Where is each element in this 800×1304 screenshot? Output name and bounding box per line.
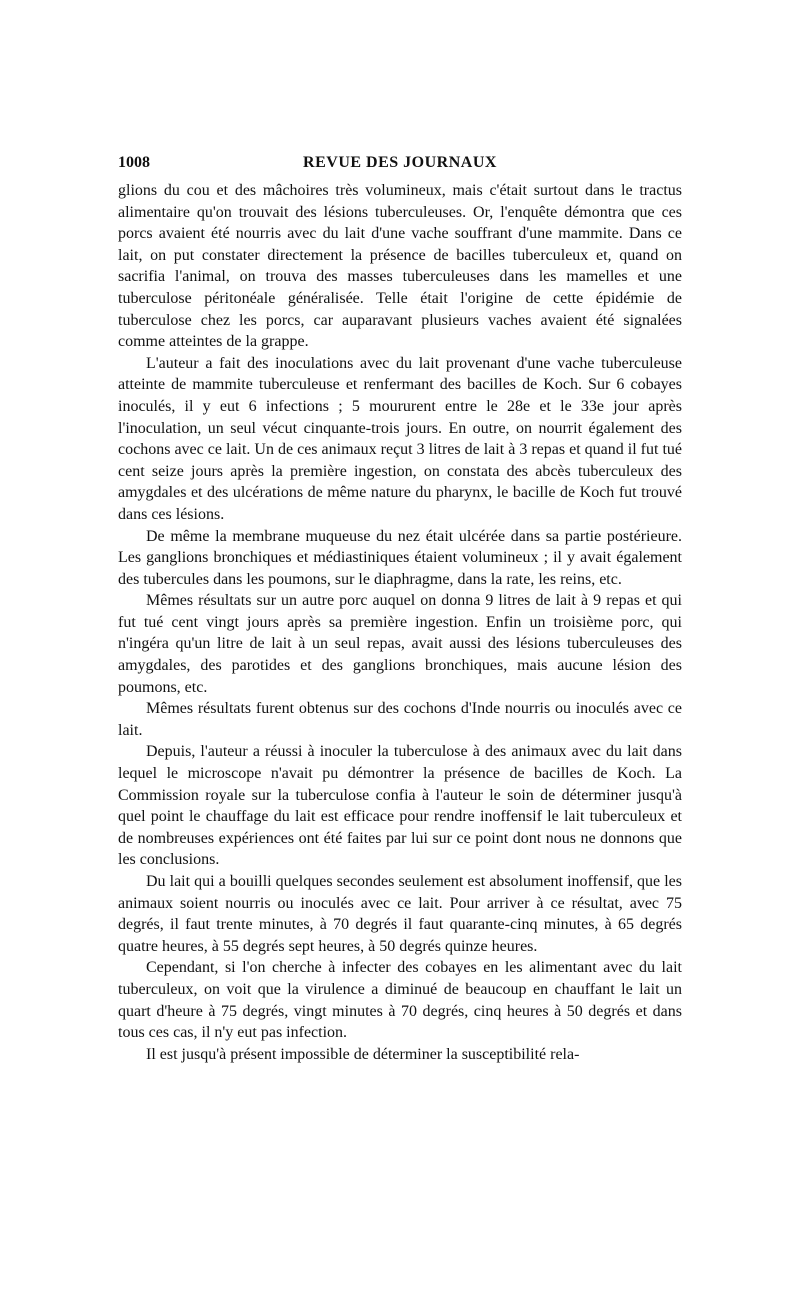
paragraph: Du lait qui a bouilli quelques secondes seulement est absolument inoffensif, que les animaux soient nourris ou inoculés avec ce lait. Pour arriver à ce résultat, avec 75 degrés, il faut trente minutes, à 70 degrés il faut quarante-cinq minutes, à 65 degrés quatre heures, à 55 degrés sept heures, à 50 degrés quinze heures. <box>118 873 682 955</box>
paragraph: Mêmes résultats sur un autre porc auquel on donna 9 litres de lait à 9 repas et qui fut tué cent vingt jours après sa première ingestion. Enfin un troisième porc, qui n'ingéra qu'un litre de lait à un seul repas, avait aussi des lésions tuberculeuses des amygdales, des parotides et des ganglions bronchiques, mais aucune lésion des poumons, etc. <box>118 592 682 696</box>
article-body <box>118 180 682 1065</box>
page-header <box>118 154 682 180</box>
paragraph: Depuis, l'auteur a réussi à inoculer la tuberculose à des animaux avec du lait dans lequel le microscope n'avait pu démontrer la présence de bacilles de Koch. La Commission royale sur la tuberculose confia à l'auteur le soin de déterminer jusqu'à quel point le chauffage du lait est efficace pour rendre inoffensif le lait tuberculeux et de nombreuses expériences ont été faites par lui sur ce point dont nous ne donnons que les conclusions. <box>118 743 682 869</box>
paragraph-continuation: glions du cou et des mâchoires très volumineux, mais c'était surtout dans le tractus alimentaire qu'on trouvait des lésions tuberculeuses. Or, l'enquête démontra que ces porcs avaient été nourris avec du lait d'une vache souffrant d'une mammite. Dans ce lait, on put constater directement la présence de bacilles tuberculeux et, quand on sacrifia l'animal, on trouva des masses tuberculeuses dans les mamelles et une tuberculose péritonéale généralisée. Telle était l'origine de cette épidémie de tuberculose chez les porcs, car auparavant plusieurs vaches avaient été signalées comme atteintes de la grappe. <box>118 182 682 351</box>
page-number: 1008 <box>118 154 150 171</box>
paragraph: L'auteur a fait des inoculations avec du lait provenant d'une vache tuberculeuse atteinte de mammite tuberculeuse et renfermant des bacilles de Koch. Sur 6 cobayes inoculés, il y eut 6 infections ; 5 moururent entre le 28e et le 33e jour après l'inoculation, un seul vécut cinquante-trois jours. En outre, on nourrit également des cochons avec ce lait. Un de ces animaux reçut 3 litres de lait à 3 repas et quand il fut tué cent seize jours après la première ingestion, on constata des abcès tuberculeux des amygdales et des ulcérations de même nature du pharynx, le bacille de Koch fut trouvé dans ces lésions. <box>118 354 682 523</box>
paragraph: Mêmes résultats furent obtenus sur des cochons d'Inde nourris ou inoculés avec ce lait. <box>118 700 682 739</box>
running-title: REVUE DES JOURNAUX <box>303 154 497 171</box>
journal-page <box>118 154 682 1065</box>
paragraph: Cependant, si l'on cherche à infecter des cobayes en les alimentant avec du lait tuberculeux, on voit que la virulence a diminué de beaucoup en chauffant le lait un quart d'heure à 75 degrés, vingt minutes à 70 degrés, cinq heures à 50 degrés et dans tous ces cas, il n'y eut pas infection. <box>118 959 682 1042</box>
paragraph-truncated: Il est jusqu'à présent impossible de déterminer la susceptibilité rela- <box>146 1045 580 1063</box>
paragraph: De même la membrane muqueuse du nez était ulcérée dans sa partie postérieure. Les ganglions bronchiques et médiastiniques étaient volumineux ; il y avait également des tubercules dans les poumons, sur le diaphragme, dans la rate, les reins, etc. <box>118 527 682 588</box>
